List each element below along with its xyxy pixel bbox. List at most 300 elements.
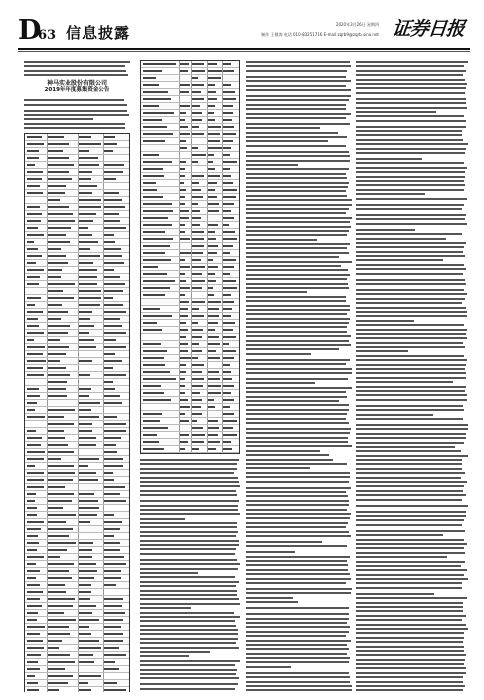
table-cell xyxy=(79,556,92,558)
table-cell xyxy=(223,266,233,268)
text-line xyxy=(140,472,234,474)
table-divider xyxy=(78,169,79,175)
text-line xyxy=(246,145,346,147)
table-cell xyxy=(208,308,219,310)
text-line xyxy=(246,368,352,370)
text-line xyxy=(246,522,348,524)
table-cell xyxy=(180,357,190,359)
text-line xyxy=(356,485,464,487)
text-line xyxy=(246,313,347,315)
table-row xyxy=(141,138,239,145)
text-line xyxy=(356,676,463,678)
table-divider xyxy=(207,75,208,81)
text-line xyxy=(356,273,463,275)
table-divider xyxy=(78,400,79,406)
table-cell xyxy=(48,465,74,467)
column-4 xyxy=(356,56,468,692)
text-line xyxy=(246,283,348,285)
table-cell xyxy=(192,308,199,310)
text-line xyxy=(356,624,466,626)
table-divider xyxy=(222,425,223,431)
table-cell xyxy=(48,192,65,194)
table-divider xyxy=(47,421,48,427)
table-divider xyxy=(103,561,104,567)
table-divider xyxy=(207,215,208,221)
table-cell xyxy=(79,255,100,257)
table-divider xyxy=(179,355,180,361)
text-line xyxy=(246,89,351,91)
text-line xyxy=(246,239,317,241)
table-cell xyxy=(180,392,185,394)
table-divider xyxy=(222,355,223,361)
table-divider xyxy=(222,376,223,382)
table-row xyxy=(25,218,129,225)
text-line xyxy=(356,176,465,178)
text-line xyxy=(356,333,466,335)
text-line xyxy=(356,418,463,420)
table-cell xyxy=(48,227,71,229)
table-cell xyxy=(223,203,233,205)
table-cell xyxy=(208,147,222,149)
table-cell xyxy=(104,248,121,250)
table-divider xyxy=(222,194,223,200)
table-divider xyxy=(207,61,208,67)
text-line xyxy=(246,140,328,142)
table-divider xyxy=(78,288,79,294)
table-divider xyxy=(103,337,104,343)
text-line xyxy=(246,199,352,201)
table-divider xyxy=(222,278,223,284)
table-cell xyxy=(27,178,42,180)
table-cell xyxy=(48,430,64,432)
text-line xyxy=(356,223,467,225)
table-divider xyxy=(78,141,79,147)
text-line xyxy=(356,350,408,352)
table-cell xyxy=(79,143,101,145)
table-cell xyxy=(208,203,220,205)
text-line xyxy=(356,242,466,244)
table-cell xyxy=(27,395,40,397)
text-line xyxy=(356,342,463,344)
table-divider xyxy=(191,376,192,382)
table-cell xyxy=(48,395,67,397)
table-divider xyxy=(207,278,208,284)
table-divider xyxy=(103,274,104,280)
table-cell xyxy=(48,276,61,278)
text-line xyxy=(356,628,468,630)
column-3 xyxy=(246,56,352,692)
table-cell xyxy=(180,91,188,93)
table-divider xyxy=(78,547,79,553)
text-line xyxy=(140,603,240,605)
table-cell xyxy=(27,150,39,152)
table-cell xyxy=(79,472,95,474)
table-row xyxy=(141,131,239,138)
table-cell xyxy=(223,238,237,240)
table-cell xyxy=(143,287,171,289)
table-divider xyxy=(191,103,192,109)
table-row xyxy=(141,187,239,194)
table-divider xyxy=(179,285,180,291)
table-divider xyxy=(191,348,192,354)
table-divider xyxy=(222,145,223,151)
table-divider xyxy=(222,418,223,424)
table-cell xyxy=(48,332,68,334)
table-divider xyxy=(78,645,79,651)
table-divider xyxy=(47,407,48,413)
text-line xyxy=(246,441,348,443)
table-row xyxy=(25,316,129,323)
table-cell xyxy=(208,133,220,135)
table-cell xyxy=(180,315,188,317)
table-divider xyxy=(191,383,192,389)
text-line xyxy=(356,490,463,492)
table-cell xyxy=(27,248,38,250)
text-line xyxy=(356,115,464,117)
table-cell xyxy=(192,224,200,226)
table-row xyxy=(141,229,239,236)
table-cell xyxy=(192,63,204,65)
table-cell xyxy=(223,336,236,338)
text-line xyxy=(356,87,466,89)
table-divider xyxy=(78,365,79,371)
table-divider xyxy=(191,446,192,452)
text-line xyxy=(246,487,351,489)
table-divider xyxy=(47,372,48,378)
text-line xyxy=(356,578,468,580)
table-divider xyxy=(78,372,79,378)
table-divider xyxy=(191,166,192,172)
text-line xyxy=(356,346,465,348)
table-divider xyxy=(103,197,104,203)
table-divider xyxy=(47,456,48,462)
table-cell xyxy=(192,126,199,128)
text-line xyxy=(246,212,346,214)
table-divider xyxy=(78,239,79,245)
text-line xyxy=(246,450,320,452)
table-cell xyxy=(192,210,200,212)
table-cell xyxy=(180,161,186,163)
table-divider xyxy=(47,400,48,406)
table-divider xyxy=(103,645,104,651)
table-divider xyxy=(191,334,192,340)
table-cell xyxy=(223,140,233,142)
table-divider xyxy=(78,337,79,343)
table-cell xyxy=(27,437,41,439)
table-cell xyxy=(208,399,214,401)
table-cell xyxy=(223,154,230,156)
table-cell xyxy=(79,171,92,173)
table-cell xyxy=(208,343,220,345)
table-divider xyxy=(47,169,48,175)
table-divider xyxy=(207,194,208,200)
table-divider xyxy=(179,376,180,382)
table-cell xyxy=(79,290,101,292)
table-cell xyxy=(48,213,74,215)
text-line xyxy=(246,653,347,655)
table-divider xyxy=(103,596,104,602)
text-line xyxy=(246,127,320,129)
text-line xyxy=(246,132,338,134)
table-cell xyxy=(104,255,122,257)
table-cell xyxy=(223,224,229,226)
table-cell xyxy=(143,294,165,296)
table-cell xyxy=(79,542,93,544)
table-cell xyxy=(104,353,115,355)
table-divider xyxy=(179,208,180,214)
intro-text xyxy=(24,61,130,76)
table-row xyxy=(25,512,129,519)
table-cell xyxy=(48,514,76,516)
table-cell xyxy=(104,654,126,656)
text-line xyxy=(356,646,464,648)
table-divider xyxy=(222,264,223,270)
table-divider xyxy=(78,652,79,658)
table-cell xyxy=(180,399,187,401)
table-cell xyxy=(143,154,159,156)
table-cell xyxy=(27,486,44,488)
text-line xyxy=(140,620,235,622)
table-cell xyxy=(48,374,70,376)
text-line xyxy=(246,613,349,615)
table-divider xyxy=(191,159,192,165)
table-row xyxy=(141,124,239,131)
table-cell xyxy=(192,91,201,93)
table-divider xyxy=(207,355,208,361)
table-row xyxy=(141,82,239,89)
table-row xyxy=(141,222,239,229)
table-cell xyxy=(104,178,116,180)
table-divider xyxy=(78,491,79,497)
table-cell xyxy=(180,259,185,261)
table-divider xyxy=(47,295,48,301)
table-divider xyxy=(103,407,104,413)
table-cell xyxy=(27,493,36,495)
table-divider xyxy=(78,218,79,224)
table-cell xyxy=(208,371,219,373)
text-line xyxy=(246,348,339,350)
table-divider xyxy=(179,257,180,263)
table-cell xyxy=(208,385,222,387)
table-divider xyxy=(78,316,79,322)
text-line xyxy=(246,305,350,307)
table-cell xyxy=(79,612,92,614)
text-line xyxy=(140,526,237,528)
table-cell xyxy=(143,224,172,226)
table-cell xyxy=(180,84,190,86)
text-line xyxy=(246,676,350,678)
table-divider xyxy=(191,222,192,228)
table-divider xyxy=(103,603,104,609)
text-line xyxy=(246,226,351,228)
text-line xyxy=(246,108,346,110)
table-divider xyxy=(103,330,104,336)
table-cell xyxy=(48,486,65,488)
table-cell xyxy=(104,479,114,481)
table-cell xyxy=(79,675,101,677)
table-cell xyxy=(104,318,120,320)
table-divider xyxy=(47,442,48,448)
text-line xyxy=(140,673,236,675)
table-cell xyxy=(180,224,185,226)
table-row xyxy=(141,117,239,124)
table-row xyxy=(141,173,239,180)
table-row xyxy=(141,327,239,334)
table-cell xyxy=(48,682,68,684)
text-line xyxy=(356,637,464,639)
table-row xyxy=(25,519,129,526)
table-cell xyxy=(223,413,234,415)
table-divider xyxy=(207,243,208,249)
table-row xyxy=(25,617,129,624)
table-cell xyxy=(143,343,161,345)
table-divider xyxy=(179,313,180,319)
table-row xyxy=(25,309,129,316)
table-cell xyxy=(27,577,36,579)
table-cell xyxy=(223,448,231,450)
table-divider xyxy=(47,288,48,294)
text-line xyxy=(246,564,348,566)
text-line xyxy=(246,560,347,562)
table-divider xyxy=(222,404,223,410)
text-line xyxy=(140,505,238,507)
text-line xyxy=(356,472,465,474)
table-cell xyxy=(27,535,38,537)
table-divider xyxy=(78,148,79,154)
table-cell xyxy=(27,689,39,691)
table-cell xyxy=(192,273,202,275)
table-cell xyxy=(192,196,203,198)
text-line xyxy=(356,246,464,248)
data-table xyxy=(24,133,130,692)
table-divider xyxy=(78,134,79,140)
table-cell xyxy=(27,276,40,278)
table-divider xyxy=(222,236,223,242)
table-cell xyxy=(79,241,98,243)
text-line xyxy=(246,70,347,72)
table-row xyxy=(141,215,239,222)
table-divider xyxy=(222,446,223,452)
table-cell xyxy=(143,126,167,128)
table-divider xyxy=(103,631,104,637)
table-divider xyxy=(78,253,79,259)
table-cell xyxy=(180,308,188,310)
table-cell xyxy=(208,189,215,191)
text-line xyxy=(356,259,443,261)
table-divider xyxy=(47,204,48,210)
table-divider xyxy=(222,327,223,333)
table-cell xyxy=(223,259,236,261)
table-divider xyxy=(47,330,48,336)
text-line xyxy=(140,522,237,524)
table-divider xyxy=(222,89,223,95)
table-cell xyxy=(208,294,214,296)
table-cell xyxy=(27,360,46,362)
table-cell xyxy=(223,322,235,324)
table-divider xyxy=(222,180,223,186)
table-cell xyxy=(27,416,45,418)
text-line xyxy=(140,553,235,555)
table-divider xyxy=(78,351,79,357)
table-cell xyxy=(27,297,41,299)
table-divider xyxy=(78,519,79,525)
table-cell xyxy=(104,689,126,691)
table-divider xyxy=(191,236,192,242)
table-row xyxy=(141,152,239,159)
table-cell xyxy=(79,654,93,656)
text-line xyxy=(246,517,350,519)
table-cell xyxy=(143,399,171,401)
table-cell xyxy=(143,413,162,415)
table-cell xyxy=(208,154,214,156)
text-line xyxy=(246,428,351,430)
table-divider xyxy=(207,306,208,312)
table-cell xyxy=(104,395,120,397)
table-cell xyxy=(192,259,201,261)
table-divider xyxy=(47,232,48,238)
table-cell xyxy=(192,420,198,422)
table-cell xyxy=(192,385,203,387)
table-cell xyxy=(223,84,231,86)
table-divider xyxy=(103,323,104,329)
table-divider xyxy=(179,152,180,158)
table-cell xyxy=(27,570,40,572)
table-divider xyxy=(47,351,48,357)
table-divider xyxy=(78,267,79,273)
table-divider xyxy=(78,610,79,616)
text-line xyxy=(356,437,466,439)
table-divider xyxy=(191,278,192,284)
table-divider xyxy=(103,211,104,217)
table-divider xyxy=(47,624,48,630)
text-line xyxy=(356,283,466,285)
table-cell xyxy=(48,563,74,565)
table-cell xyxy=(79,409,91,411)
table-cell xyxy=(143,63,176,65)
text-line xyxy=(356,685,465,687)
text-line xyxy=(246,61,350,63)
table-cell xyxy=(223,273,229,275)
table-cell xyxy=(48,479,73,481)
text-line xyxy=(246,513,351,515)
text-line xyxy=(246,80,351,82)
table-cell xyxy=(208,63,217,65)
table-cell xyxy=(192,175,204,177)
table-row xyxy=(25,372,129,379)
table-cell xyxy=(48,185,66,187)
text-line xyxy=(356,593,434,595)
table-cell xyxy=(48,318,61,320)
table-cell xyxy=(104,668,119,670)
table-divider xyxy=(103,554,104,560)
text-line xyxy=(24,70,126,72)
table-cell xyxy=(48,325,70,327)
table-cell xyxy=(104,619,123,621)
table-divider xyxy=(207,264,208,270)
table-divider xyxy=(47,281,48,287)
table-cell xyxy=(27,605,42,607)
table-divider xyxy=(207,418,208,424)
text-line xyxy=(140,477,238,479)
table-cell xyxy=(180,231,185,233)
table-cell xyxy=(208,175,220,177)
table-cell xyxy=(143,427,168,429)
text-line xyxy=(246,300,346,302)
table-cell xyxy=(223,392,231,394)
table-row xyxy=(25,393,129,400)
text-line xyxy=(246,681,350,683)
table-cell xyxy=(79,416,99,418)
